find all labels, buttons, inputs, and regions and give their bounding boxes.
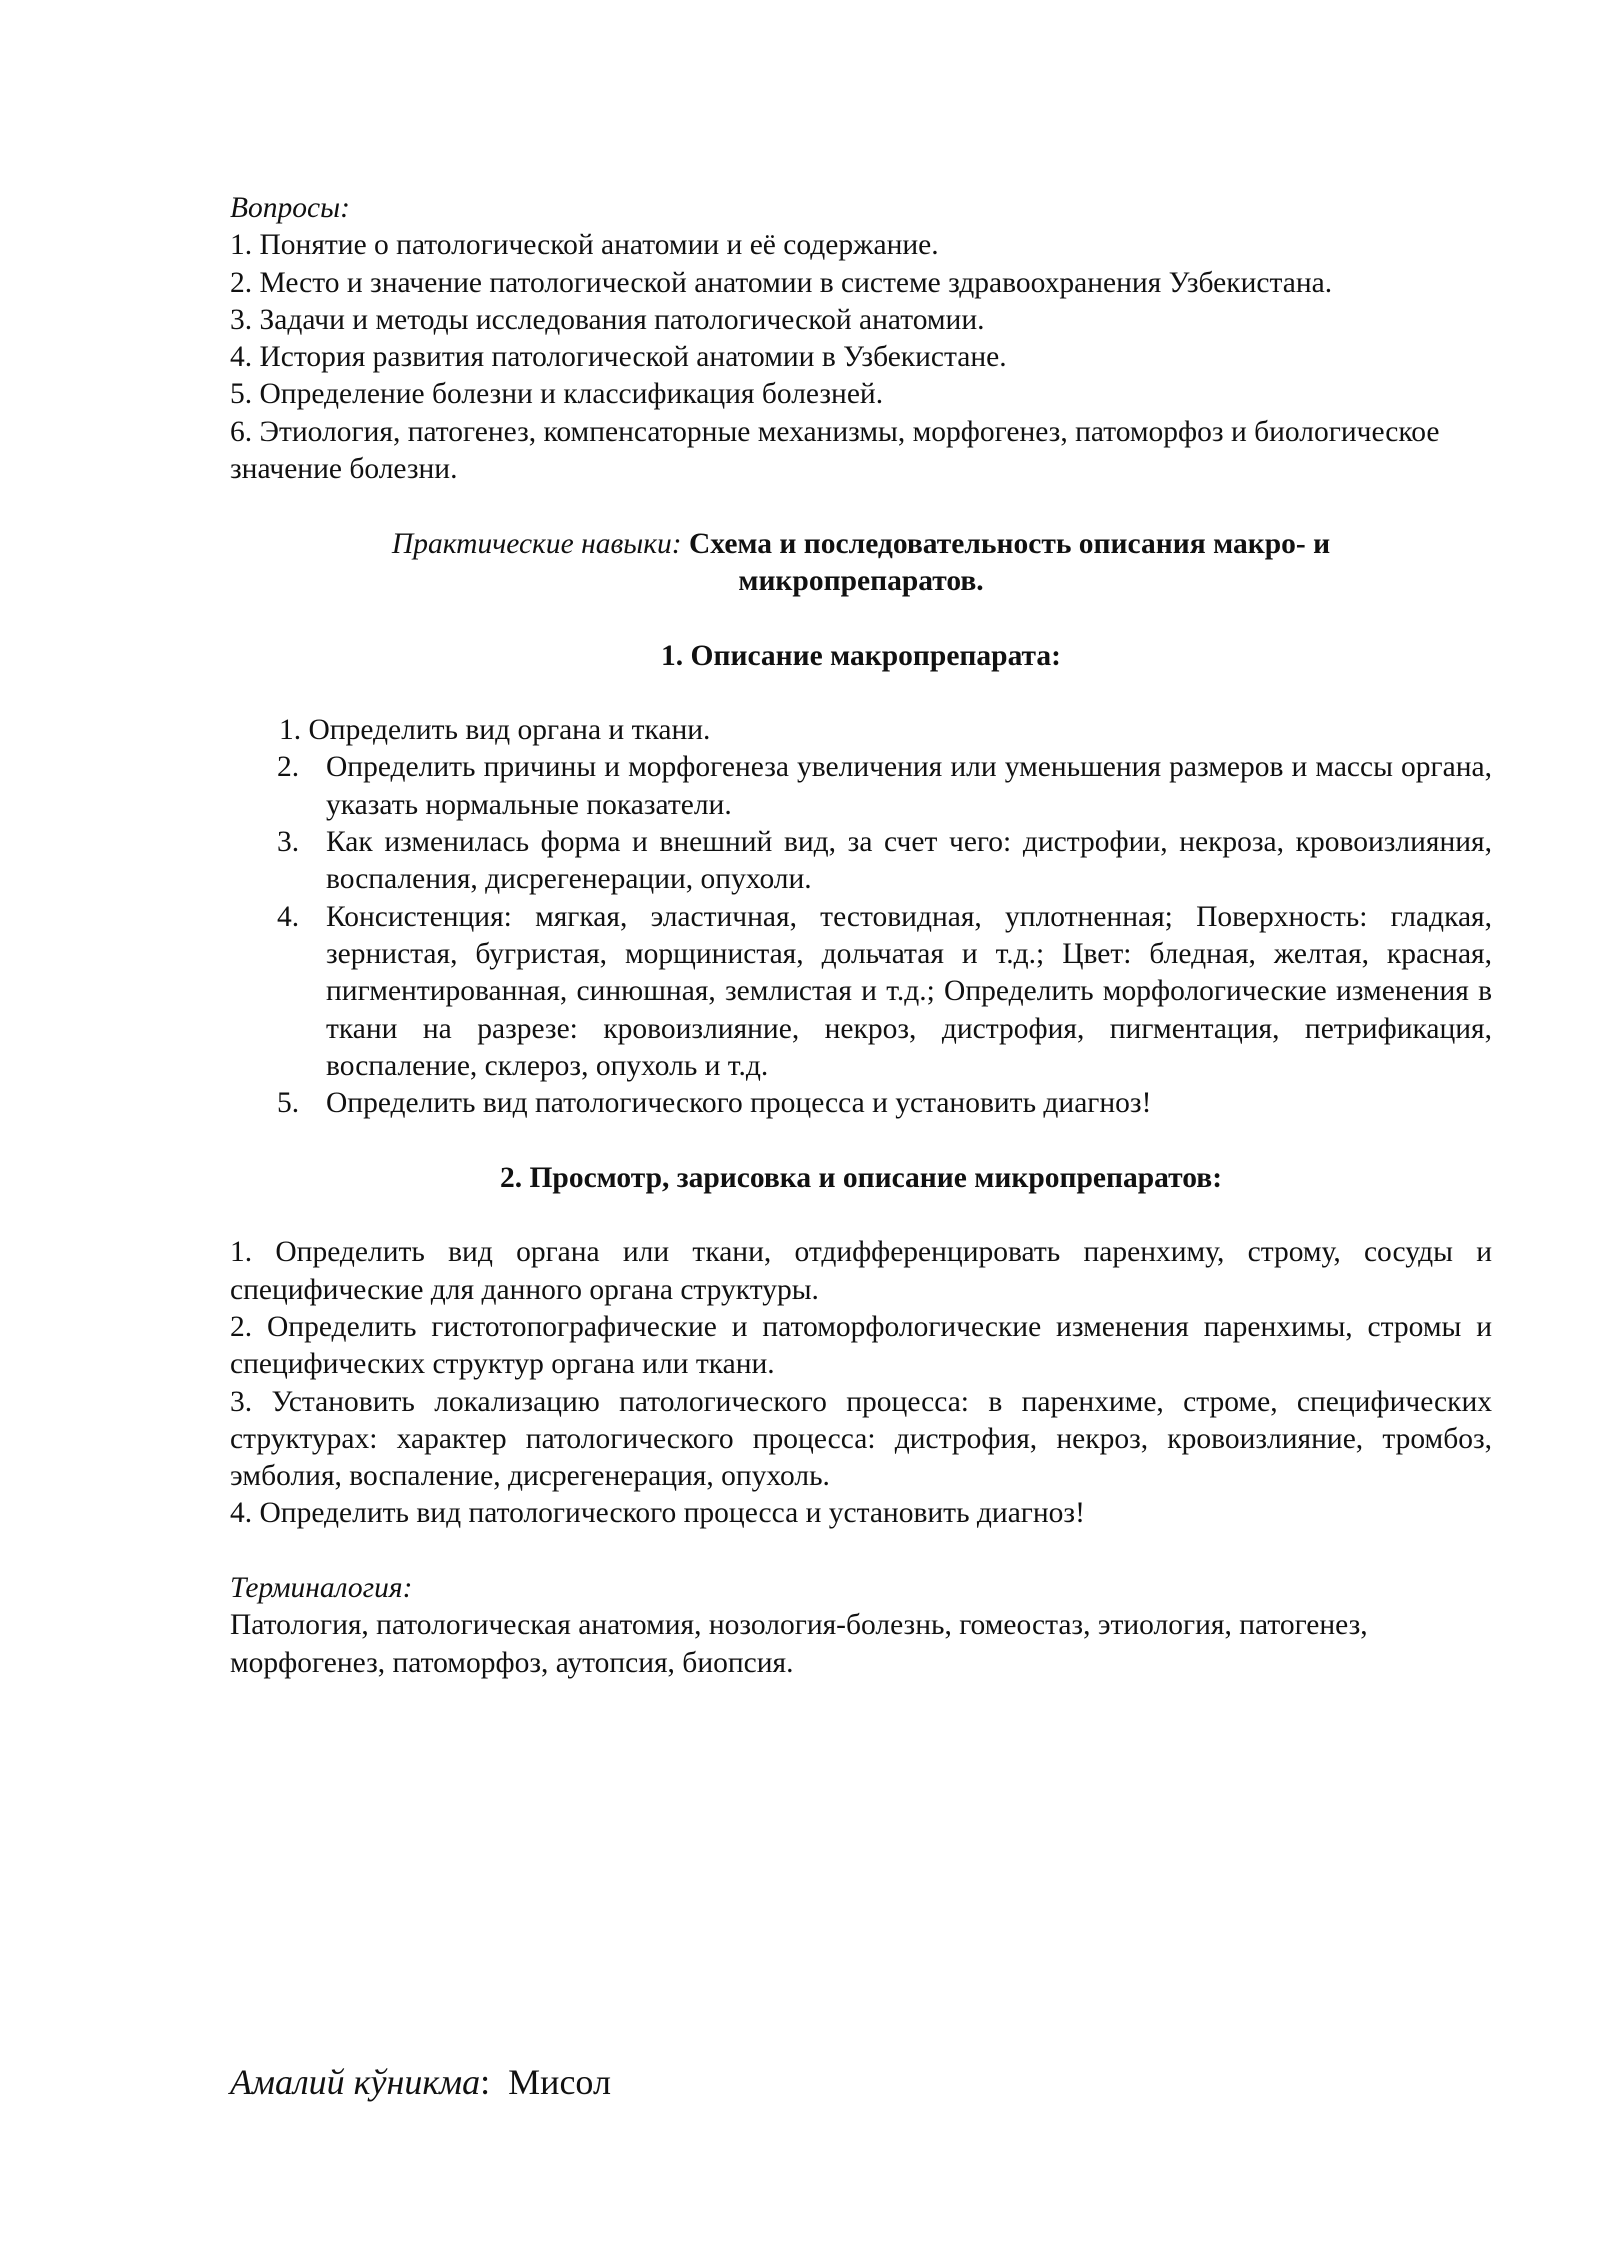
question-item: 3. Задачи и методы исследования патологической анатомии. — [230, 303, 985, 336]
practical-section — [230, 526, 1492, 601]
spacer — [230, 1533, 1492, 1570]
terminology-section — [230, 1570, 1492, 1682]
list-item-number: 3. — [277, 826, 300, 859]
list-item-text: Как изменилась форма и внешний вид, за счет чего: дистрофии, некроза, кровоизлияния, воспаления, дисрегенерации, опухоли. — [326, 826, 1492, 896]
micro-item: 4. Определить вид патологического процесса и установить диагноз! — [230, 1497, 1085, 1530]
spacer — [230, 675, 1492, 712]
list-item-number: 2. — [277, 751, 300, 784]
terminology-heading: Терминалогия: — [230, 1571, 413, 1604]
terminology-text: Патология, патологическая анатомия, нозология-болезнь, гомеостаз, этиология, патогенез, морфогенез, патоморфоз, аутопсия, биопсия. — [230, 1609, 1368, 1679]
micro-heading: 2. Просмотр, зарисовка и описание микропрепаратов: — [499, 1161, 1223, 1194]
spacer — [230, 600, 1492, 637]
micro-list — [230, 1234, 1492, 1532]
list-item-text: Определить вид патологического процесса и установить диагноз! — [326, 1087, 1152, 1120]
document-page — [230, 190, 1492, 1682]
macro-list — [230, 712, 1492, 1122]
spacer — [230, 488, 1492, 525]
footer-value: Мисол — [508, 2062, 611, 2102]
list-item-text: Консистенция: мягкая, эластичная, тестовидная, уплотненная; Поверхность: гладкая, зернистая, бугристая, морщинистая, дольчатая и т.д.; Цвет: бледная, желтая, красная, пигментированная, синюшная, землистая и т.д.; Определить морфологические изменения в ткани на разрезе: кровоизлияние, некроз, дистрофия, пигментация, петрификация, воспаление, склероз, опухоль и т.д. — [326, 900, 1492, 1082]
list-item — [230, 899, 1492, 1085]
question-item: 1. Понятие о патологической анатомии и её содержание. — [230, 229, 939, 262]
list-item — [230, 1085, 1492, 1122]
list-item-text: Определить причины и морфогенеза увеличения или уменьшения размеров и массы органа, указать нормальные показатели. — [326, 751, 1492, 821]
list-item — [230, 749, 1492, 824]
footer-line — [230, 2060, 611, 2104]
question-item: 6. Этиология, патогенез, компенсаторные механизмы, морфогенез, патоморфоз и биологическое значение болезни. — [230, 415, 1440, 486]
practical-label: Практические навыки: — [391, 527, 682, 560]
spacer — [230, 1197, 1492, 1234]
macro-heading: 1. Описание макропрепарата: — [661, 639, 1061, 672]
micro-item: 3. Установить локализацию патологического процесса: в паренхиме, строме, специфических структурах: характер патологического процесса: дистрофия, некроз, кровоизлияние, тромбоз, эмболия, воспаление, дисрегенерация, опухоль. — [230, 1385, 1492, 1493]
list-item-number: 1. — [279, 714, 302, 747]
list-item — [230, 824, 1492, 899]
list-item-number: 4. — [277, 900, 300, 933]
micro-item: 1. Определить вид органа или ткани, отдифференцировать паренхиму, строму, сосуды и специфические для данного органа структуры. — [230, 1236, 1492, 1306]
spacer — [230, 1122, 1492, 1159]
questions-section — [230, 190, 1492, 488]
questions-heading: Вопросы: — [230, 192, 350, 224]
question-item: 5. Определение болезни и классификация болезней. — [230, 378, 884, 411]
question-item: 2. Место и значение патологической анатомии в системе здравоохранения Узбекистана. — [230, 266, 1333, 299]
list-item-number: 5. — [277, 1087, 300, 1120]
list-item — [230, 712, 1492, 749]
footer-label: Амалий кўникма — [230, 2062, 481, 2102]
practical-title: Схема и последовательность описания макро- и микропрепаратов. — [689, 527, 1331, 597]
footer-colon: : — [480, 2062, 491, 2102]
list-item-text: Определить вид органа и ткани. — [308, 714, 711, 747]
question-item: 4. История развития патологической анатомии в Узбекистане. — [230, 341, 1007, 374]
micro-item: 2. Определить гистотопографические и патоморфологические изменения паренхимы, стромы и специфических структур органа или ткани. — [230, 1310, 1492, 1381]
